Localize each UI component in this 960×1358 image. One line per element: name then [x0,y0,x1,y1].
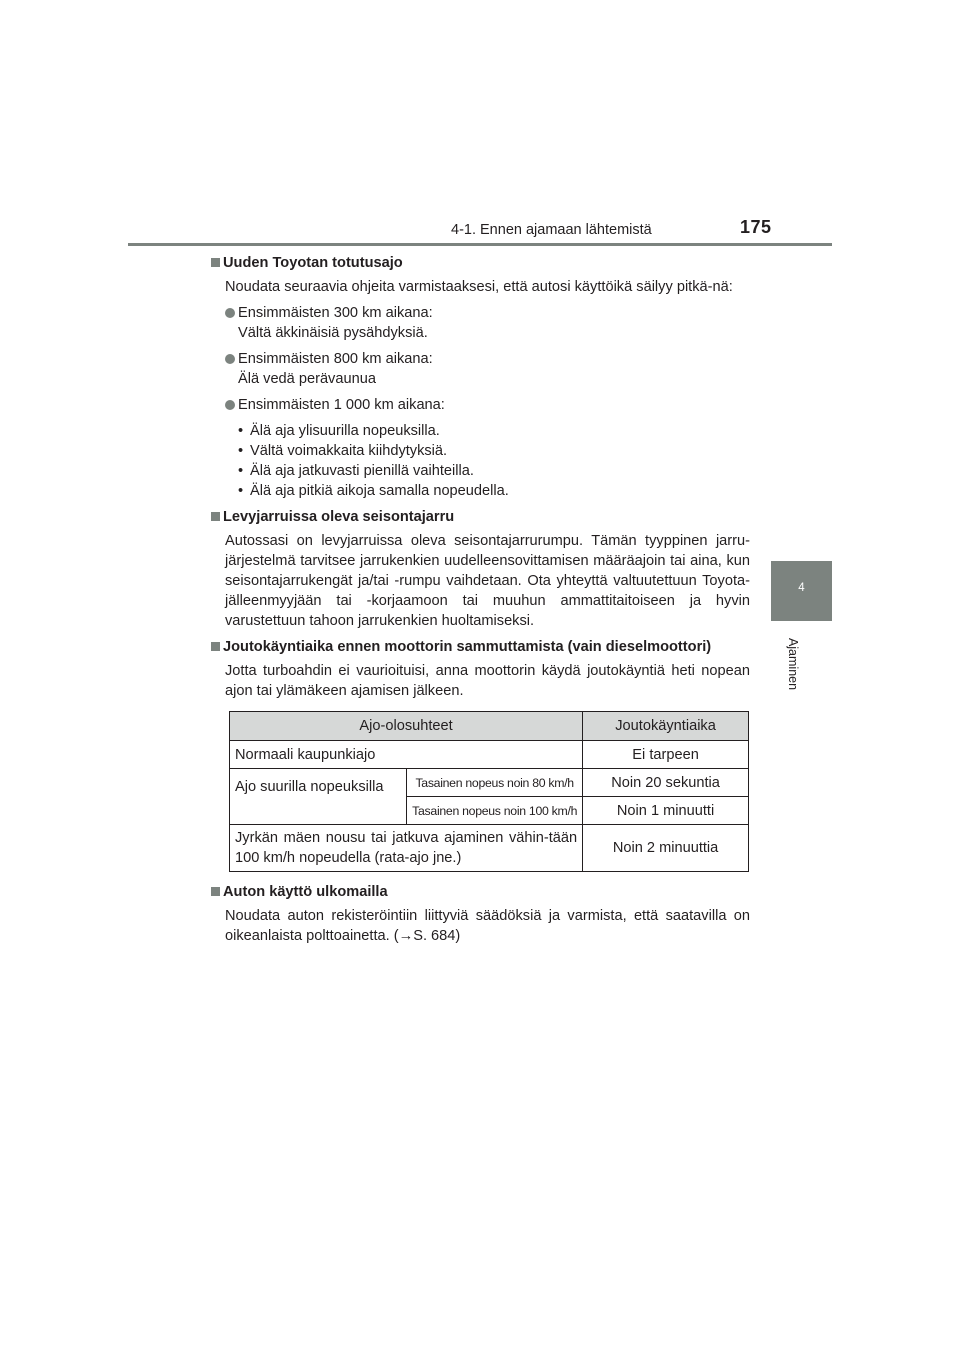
circle-bullet-icon [225,400,235,410]
table-cell-condition: Jyrkän mäen nousu tai jatkuva ajaminen vähin-tään 100 km/h nopeudella (rata-ajo jne.) [230,825,583,872]
break-in-item-800km: Ensimmäisten 800 km aikana: Älä vedä perävaunua [212,349,750,389]
header-section-title: 4-1. Ennen ajamaan lähtemistä [451,222,652,238]
table-cell-time: Noin 2 minuuttia [583,825,749,872]
circle-bullet-icon [225,308,235,318]
chapter-number: 4 [798,582,805,594]
list-item: • Vältä voimakkaita kiihdytyksiä. [238,441,750,461]
break-in-item-300km: Ensimmäisten 300 km aikana: Vältä äkkinäisiä pysähdyksiä. [212,303,750,343]
break-in-item-1000km: Ensimmäisten 1 000 km aikana: [212,395,750,415]
square-bullet-icon [211,887,220,896]
list-item: • Älä aja pitkiä aikoja samalla nopeudella. [238,481,750,501]
table-cell-time: Noin 20 sekuntia [583,769,749,797]
list-item: • Älä aja ylisuurilla nopeuksilla. [238,421,750,441]
table-cell-condition: Ajo suurilla nopeuksilla [230,769,407,825]
break-in-intro: Noudata seuraavia ohjeita varmistaaksesi, että autosi käyttöikä säilyy pitkä-nä: [225,279,733,295]
table-row [230,769,749,797]
page-number: 175 [740,217,772,237]
section-heading-idling: Joutokäyntiaika ennen moottorin sammuttamista (vain dieselmoottori) [212,637,750,657]
table-header-row [230,712,749,741]
table-row [230,825,749,872]
table-cell-detail: Tasainen nopeus noin 100 km/h [407,797,583,825]
list-item: • Älä aja jatkuvasti pienillä vaihteilla. [238,461,750,481]
table-cell-detail: Tasainen nopeus noin 80 km/h [407,769,583,797]
parking-brake-text: Autossasi on levyjarruissa oleva seisontajarrurumpu. Tämän tyyppinen jarru-järjestelmä tarvitsee jarrukenkien uudelleensovittamisen määräajoin tai aina, kun seisontajarrukengät ja/tai -rumpu vaihdetaan. Ota yhteyttä valtuutettuun Toyota-jälleenmyyjään tai -korjaamoon tai muuhun ammattitaitoiseen ja hyvin varustettuun tahoon jarrukenkien huoltamiseksi. [225,533,750,629]
break-in-sublist [212,421,750,501]
section-heading-abroad: Auton käyttö ulkomailla [212,882,750,902]
section-heading-break-in: Uuden Toyotan totutusajo [212,253,750,273]
header-divider [128,243,832,246]
table-header-idle-time: Joutokäyntiaika [583,712,749,741]
square-bullet-icon [211,642,220,651]
square-bullet-icon [211,258,220,267]
square-bullet-icon [211,512,220,521]
chapter-tab [771,561,832,621]
idle-time-table [229,711,749,872]
idling-text: Jotta turboahdin ei vaurioituisi, anna moottorin käydä joutokäyntiä heti nopean ajon tai ylämäkeen ajamisen jälkeen. [225,663,750,699]
table-row [230,741,749,769]
chapter-label: Ajaminen [786,637,800,691]
table-cell-time: Ei tarpeen [583,741,749,769]
section-heading-parking-brake: Levyjarruissa oleva seisontajarru [212,507,750,527]
abroad-text: Noudata auton rekisteröintiin liittyviä säädöksiä ja varmista, että saatavilla on oikeanlaista polttoainetta. (→S. 684) [225,908,750,944]
table-cell-condition: Normaali kaupunkiajo [230,741,583,769]
table-header-conditions: Ajo-olosuhteet [230,712,583,741]
circle-bullet-icon [225,354,235,364]
page-content [212,253,750,952]
table-cell-time: Noin 1 minuutti [583,797,749,825]
